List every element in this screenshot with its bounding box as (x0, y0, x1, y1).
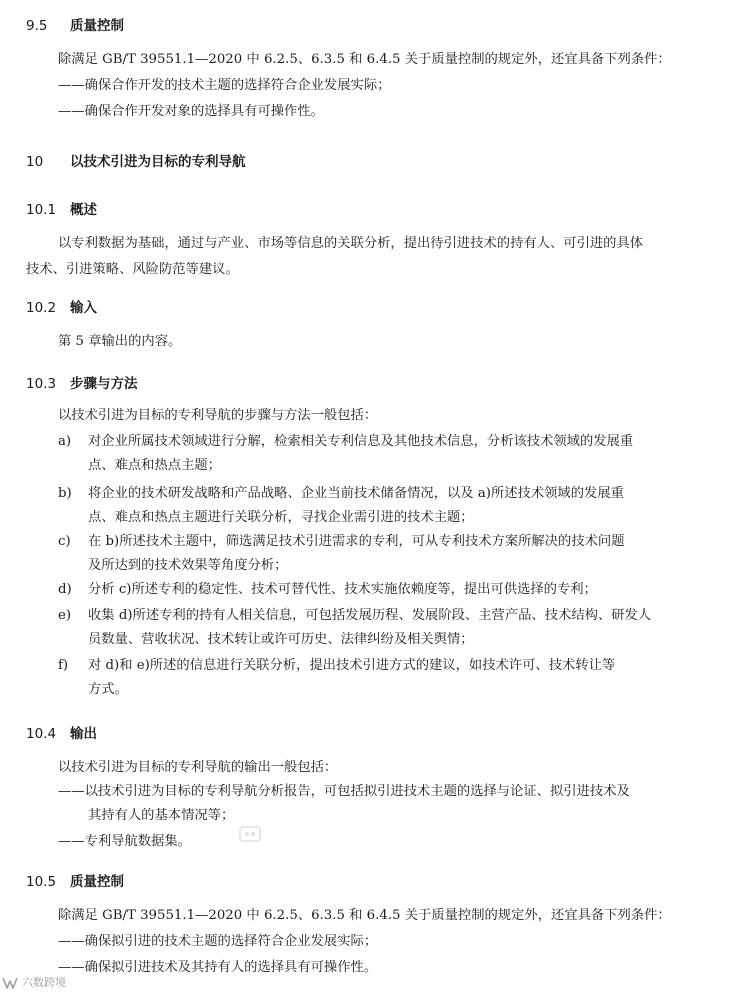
list-marker: e) (58, 608, 72, 623)
section-title: 质量控制 (70, 18, 124, 34)
list-text-line: 对 d)和 e)所述的信息进行关联分析，提出技术引进方式的建议，如技术许可、技术转让等 (88, 658, 616, 673)
list-marker: f) (58, 658, 69, 673)
section-number: 10.2 (26, 300, 57, 316)
list-text-line: 点、难点和热点主题； (88, 458, 221, 473)
dash-item: ——确保拟引进的技术主题的选择符合企业发展实际； (58, 934, 378, 949)
section-heading-10-1 (26, 198, 97, 218)
list-text-line: 方式。 (88, 682, 128, 697)
paragraph-steps-intro: 以技术引进为目标的专利导航的步骤与方法一般包括： (58, 408, 378, 423)
paragraph-quality-intro: 除满足 GB/T 39551.1—2020 中 6.2.5、6.3.5 和 6.4.5 关于质量控制的规定外，还宜具备下列条件： (58, 908, 671, 923)
dash-item (58, 780, 706, 828)
list-marker: d) (58, 582, 72, 597)
section-title: 概述 (70, 202, 97, 218)
list-marker: c) (58, 534, 71, 549)
section-heading-10-4 (26, 722, 97, 742)
section-number: 10.3 (26, 376, 57, 392)
list-text-line: 员数量、营收状况、技术转让或许可历史、法律纠纷及相关舆情； (88, 632, 474, 647)
paragraph-overview-line-1: 以专利数据为基础，通过与产业、市场等信息的关联分析，提出待引进技术的持有人、可引进的具体 (58, 236, 644, 251)
section-title: 输入 (70, 300, 97, 316)
section-heading-10 (26, 150, 246, 170)
section-number: 10.1 (26, 202, 57, 218)
list-item-f (58, 654, 706, 702)
watermark (2, 974, 66, 990)
list-item-a (58, 430, 706, 478)
dash-item: ——确保拟引进技术及其持有人的选择具有可操作性。 (58, 960, 378, 975)
list-item-d (58, 578, 706, 602)
section-title: 以技术引进为目标的专利导航 (70, 154, 246, 170)
list-marker: a) (58, 434, 72, 449)
list-item-c (58, 530, 706, 578)
section-heading-9-5 (26, 14, 124, 34)
paragraph-output-intro: 以技术引进为目标的专利导航的输出一般包括： (58, 760, 338, 775)
list-marker: b) (58, 486, 72, 501)
watermark-text: 六数跨境 (22, 976, 66, 989)
section-title: 质量控制 (70, 874, 124, 890)
section-number: 10.5 (26, 874, 57, 890)
list-text-line: 收集 d)所述专利的持有人相关信息，可包括发展历程、发展阶段、主营产品、技术结构、研发人 (88, 608, 652, 623)
dash-item: ——专利导航数据集。 (58, 834, 191, 849)
section-heading-10-5 (26, 870, 124, 890)
watermark-logo-icon (238, 822, 262, 846)
dash-item: ——确保合作开发的技术主题的选择符合企业发展实际； (58, 78, 391, 93)
list-text-line: 在 b)所述技术主题中，筛选满足技术引进需求的专利，可从专利技术方案所解决的技术问题 (88, 534, 625, 549)
list-text-line: 点、难点和热点主题进行关联分析，寻找企业需引进的技术主题； (88, 510, 474, 525)
section-title: 步骤与方法 (70, 376, 138, 392)
list-text-line: 分析 c)所述专利的稳定性、技术可替代性、技术实施依赖度等，提出可供选择的专利； (88, 582, 597, 597)
paragraph-quality-intro: 除满足 GB/T 39551.1—2020 中 6.2.5、6.3.5 和 6.4.5 关于质量控制的规定外，还宜具备下列条件： (58, 52, 671, 67)
list-text-line: 将企业的技术研发战略和产品战略、企业当前技术储备情况，以及 a)所述技术领域的发展重 (88, 486, 624, 501)
dash-text-line: ——以技术引进为目标的专利导航分析报告，可包括拟引进技术主题的选择与论证、拟引进技术及 (58, 784, 630, 799)
wechat-channel-logo-icon (2, 976, 18, 990)
list-text-line: 及所达到的技术效果等角度分析； (88, 558, 288, 573)
paragraph-overview-line-2: 技术、引进策略、风险防范等建议。 (26, 262, 239, 277)
section-number: 10.4 (26, 726, 57, 742)
list-text-line: 对企业所属技术领域进行分解，检索相关专利信息及其他技术信息，分析该技术领域的发展重 (88, 434, 634, 449)
section-title: 输出 (70, 726, 97, 742)
paragraph-input: 第 5 章输出的内容。 (58, 334, 182, 349)
section-number: 9.5 (26, 18, 48, 34)
list-item-e (58, 604, 706, 652)
section-heading-10-3 (26, 372, 138, 392)
dash-text-line: 其持有人的基本情况等； (88, 808, 235, 823)
dash-item: ——确保合作开发对象的选择具有可操作性。 (58, 104, 324, 119)
list-item-b (58, 482, 706, 530)
section-number: 10 (26, 154, 44, 170)
section-heading-10-2 (26, 296, 97, 316)
